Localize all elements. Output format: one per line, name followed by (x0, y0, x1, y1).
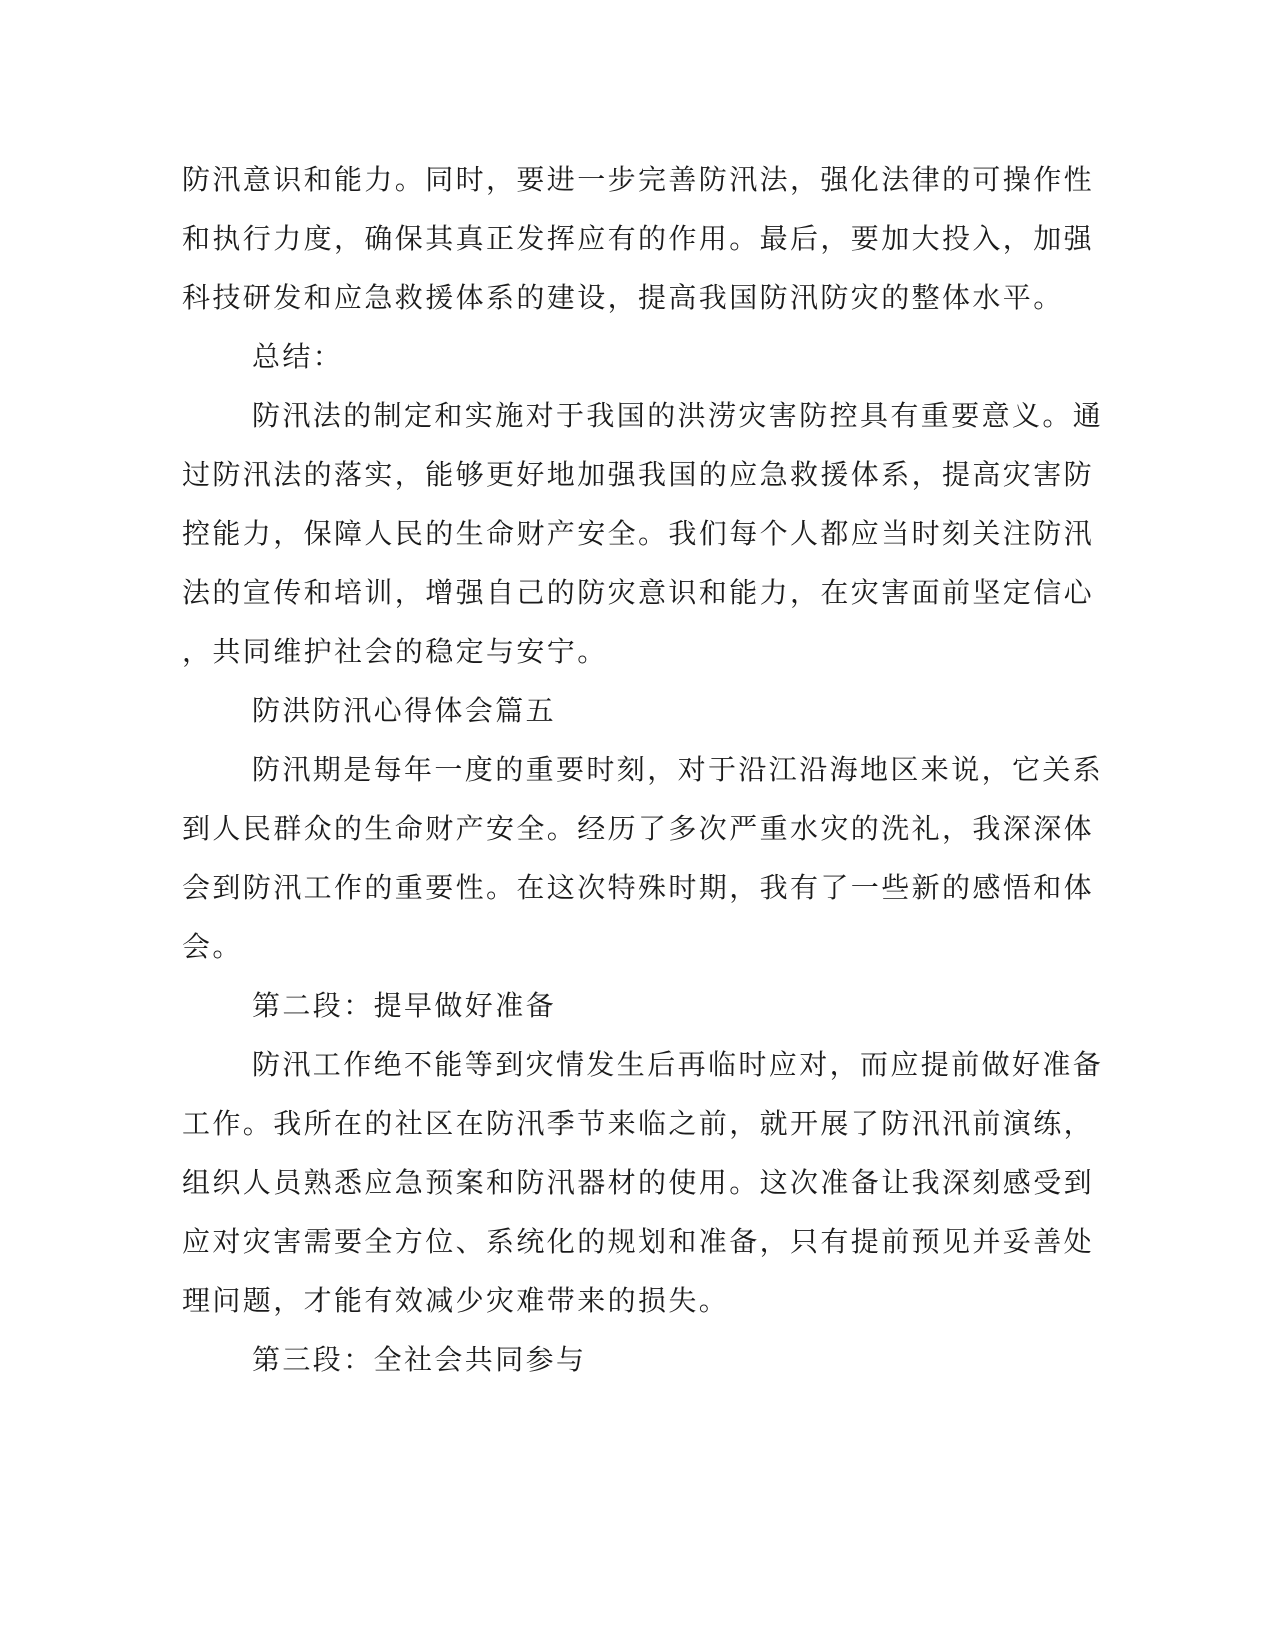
paragraph-line: 防汛意识和能力。同时，要进一步完善防汛法，强化法律的可操作性 (182, 163, 1095, 196)
section-heading: 第二段：提早做好准备 (252, 989, 557, 1022)
paragraph-line: 科技研发和应急救援体系的建设，提高我国防汛防灾的整体水平。 (182, 281, 1064, 314)
section-heading: 总结： (252, 340, 344, 373)
paragraph-line: 理问题，才能有效减少灾难带来的损失。 (182, 1284, 730, 1317)
paragraph-line: 防汛法的制定和实施对于我国的洪涝灾害防控具有重要意义。通 (252, 399, 1104, 432)
paragraph-line: 控能力，保障人民的生命财产安全。我们每个人都应当时刻关注防汛 (182, 517, 1095, 550)
paragraph-line: 防汛工作绝不能等到灾情发生后再临时应对，而应提前做好准备 (252, 1048, 1104, 1081)
paragraph-line: 防汛期是每年一度的重要时刻，对于沿江沿海地区来说，它关系 (252, 753, 1104, 786)
paragraph-line: 会。 (182, 930, 243, 963)
paragraph-line: 过防汛法的落实，能够更好地加强我国的应急救援体系，提高灾害防 (182, 458, 1095, 491)
paragraph-line: 到人民群众的生命财产安全。经历了多次严重水灾的洗礼，我深深体 (182, 812, 1095, 845)
paragraph-line: ，共同维护社会的稳定与安宁。 (182, 635, 608, 668)
paragraph-line: 工作。我所在的社区在防汛季节来临之前，就开展了防汛汛前演练， (182, 1107, 1095, 1140)
paragraph-line: 法的宣传和培训，增强自己的防灾意识和能力，在灾害面前坚定信心 (182, 576, 1095, 609)
section-heading: 第三段：全社会共同参与 (252, 1343, 587, 1376)
section-heading: 防洪防汛心得体会篇五 (252, 694, 557, 727)
paragraph-line: 组织人员熟悉应急预案和防汛器材的使用。这次准备让我深刻感受到 (182, 1166, 1095, 1199)
paragraph-line: 和执行力度，确保其真正发挥应有的作用。最后，要加大投入，加强 (182, 222, 1095, 255)
paragraph-line: 会到防汛工作的重要性。在这次特殊时期，我有了一些新的感悟和体 (182, 871, 1095, 904)
paragraph-line: 应对灾害需要全方位、系统化的规划和准备，只有提前预见并妥善处 (182, 1225, 1095, 1258)
